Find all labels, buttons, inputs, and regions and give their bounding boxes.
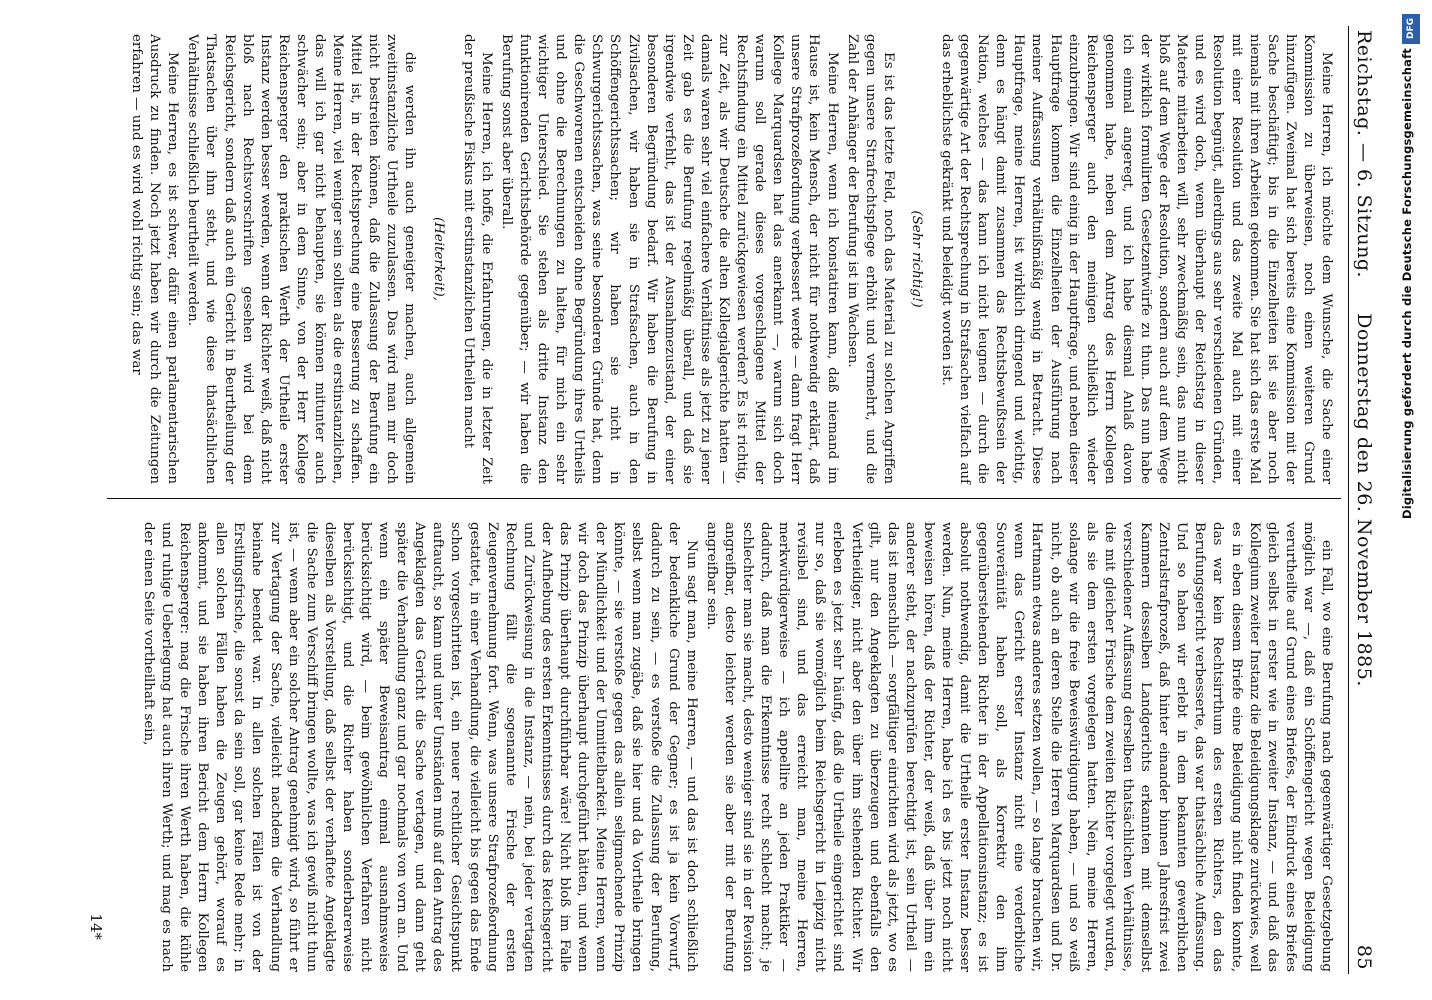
paragraph: Meine Herren, es ist schwer, dafür einen parlamentarischen Ausdruck zu finden. Noch jetzt haben wir durch die Zeitungen erfahren — und es wird wohl richtig sein; das war bbox=[129, 34, 181, 484]
page-number: 85 bbox=[1353, 944, 1375, 970]
header-left: Reichstag. — 6. Sitzung. bbox=[1353, 30, 1375, 279]
header-date: Donnerstag den 26. November 1885. bbox=[1353, 313, 1375, 687]
paragraph: Meine Herren, ich hoffe, die Erfahrungen, die in letzter Zeit der preußische Fiskus mit erstinstanzlichen Urtheilen macht bbox=[460, 34, 494, 484]
newspaper-page bbox=[35, 0, 1395, 1000]
sheet-signature: 14* bbox=[87, 913, 105, 940]
credit-text: Digitalisierung gefördert durch die Deutsche Forschungsgemeinschaft bbox=[1400, 48, 1414, 519]
page-header bbox=[1347, 30, 1377, 970]
dfg-logo-text: DFG bbox=[1406, 18, 1416, 40]
paragraph: Meine Herren, ich möchte dem Wunsche, die Sache einer Kommission zu überweisen, noch einen weiteren Grund hinzufügen. Zweimal hat sich bereits eine Kommission mit der Sache beschäftigt; bis in die Einzelheiten ist sie aber noch niemals mit ihren Arbeiten gekommen. Sie hat sich das erste Mal mit einer Resolution und das zweite Mal auch mit einer Resolution begnügt, allerdings aus sehr verschiedenen Gründen, und es wird doch, wenn überhaupt der Reichstag in dieser Materie mitarbeiten will, sehr zweckmäßig sein, das nun nicht bloß auf dem Wege der Resolution, sondern auch auf dem Wege der wirklich formulirten Gesetzentwürfe zu thun. Das nun habe ich einmal angeregt, und ich habe diesmal Anlaß davon genommen habe, neben dem Antrag des Herrn Kollegen Reichensperger auch den meinigen schließlich wieder einzubringen. Wir sind einig in der Hauptfrage, und neben dieser Hauptfrage kommen die Einzelheiten der Ausführung nach meiner Auffassung verhältnißmäßig wenig in Betracht. Diese Hauptfrage, meine Herren, ist wirklich dringend und wichtig, denn es hängt damit zusammen das Rechtsbewußtsein der Nation, welches — das kann ich nicht leugnen — durch die gegenwärtige Art der Rechtsprechung in Strafsachen vielfach auf das erheblichste gekränkt und beleidigt worden ist. bbox=[939, 34, 1334, 484]
left-column bbox=[125, 34, 1335, 484]
applause-note: (Sehr richtig!) bbox=[908, 210, 924, 308]
laughter-note: (Heiterkeit), bbox=[430, 217, 446, 301]
paragraph: Meine Herren, wenn ich konstatiren kann, daß niemand im Hause ist, kein Mensch, der nicht für nothwendig erklärt, daß unsere Strafprozeßordnung verbessert werde — dann fragt Herr Kollege Marquardsen hat das anerkannt —, warum sich doch warum soll gerade dieses vorgeschlagene Mittel der Rechtsfindung ein Mittel zurückgewiesen werden? Es ist richtig, zur Zeit, als wir Deutsche die alten Kollegialgerichte hatten — damals waren sehr viel einfachere Verhältnisse als jetzt zu jener Zeit gab es die Berufung regelmäßig überall, und daß sie irgendwie verfehlt, das ist der Ausnahmezustand, der einer besonderen Begründung bedarf. Wir haben die Berufung in Zivilsachen, wir haben sie in Strafsachen, auch in den Schöffengerichtssachen; wir haben sie nicht in Schwurgerichtssachen, was seine besonderen Gründe hat, denn die Geschworenen entscheiden ohne Begründung ihres Urtheils und ohne die Berechnungen zu halten, für mich ein sehr wichtiger Unterschied. Sie stehen als dritte Instanz den funktionirenden Gerichtsbehörde gegenüber; — wir haben die Berufung sonst aber überall. bbox=[498, 34, 840, 484]
paragraph: ein Fall, wo eine Berufung nach gegenwärtiger Gesetzgebung möglich war —, daß ein Schöffengericht wegen Beleidigung verurtheilte auf Grund eines Briefes, der Eindruck eines Briefes gleich selbst in erster wie in zweiter Instanz, — und daß das Kollegium zweiter Instanz die Beleidigungsklage zurückwies, weil es in eben diesem Briefe eine Beleidigung nicht finden konnte, das war kein Rechtsirrthum des ersten Richters, den das Berufungsgericht verbesserte, das war thatsächliche Auffassung. Und so haben wir erlebt in dem bekannten gewerblichen Zentralstrafprozeß, daß hinter einander binnen Jahresfrist zwei Kammern desselben Landgerichts erkannten mit demselbst verschiedener Auffassung derselben thatsächlichen Verhältnisse, die mit gleicher Frische dem zweiten Richter vorgelegt wurden, als sie dem ersten vorgelegen hatten. Nein, meine Herren, solange wir die freie Beweiswürdigung haben, — und so weiß nicht, ob auch an deren Stelle die Herren Marquardsen und Dr. Hartmann etwas anderes setzen wollen, — so lange brauchen wir, wenn das Gericht erster Instanz nicht eine verderbliche Souveränität haben soll, als Korrektiv den ihm gegenüberstehenden Richter in der Appellationsinstanz; es ist absolut nothwendig, damit die Urtheile erster Instanz besser werden. Nun, meine Herren, habe ich es bis jetzt noch nicht beweisen hören, daß der Richter, der weiß, daß über ihm ein anderer steht, der nachzuprüfen berechtigt ist, sein Urtheil — das ist menschlich — sorgfältiger einrichten wird als jetzt, wo es gilt, nur den Angeklagten zu überzeugen und ebenfalls den Vertheidiger, nicht aber den über ihm stehenden Richter. Wir erleben es jetzt sehr häufig, daß die Urtheile eingerichtet sind nur so, daß sie womöglich beim Reichsgericht in Leipzig nicht revisibel sind, und das erreicht man, meine Herren, merkwürdigerweise — ich appellire an jeden Praktiker — dadurch, daß man die Erkenntnisse recht schlecht macht; je schlechter man sie macht, desto weniger sind sie in der Revision angreifbar, desto leichter werden sie aber mit der Berufung angreifbar sein. bbox=[703, 522, 1334, 972]
digitization-credit bbox=[1400, 8, 1424, 988]
paragraph: Es ist das letzte Feld, noch das Material zu solchen Angriffen gegen unsere Strafrechtspflege erhöht und vermehrt, und die Zahl der Anhänger der Berufung ist im Wachsen. bbox=[844, 34, 896, 484]
paragraph: die werden ihn auch geneigter machen, auch allgemein zweitinstanzliche Urtheile zuzulassen. Das wird man mir doch nicht bestreiten können, daß die Zulassung der Berufung ein Mittel ist, in der Rechtsprechung eine Besserung zu schaffen. Meine Herren, viel weniger sein sollten als die erstinstanzlichen, das will ich gar nicht behaupten, sie können mitunter auch schwächer sein; aber in dem Sinne, von der Herr Kollege Reichensperger den praktischen Werth der Urtheile erster Instanz werden besser werden, wenn der Richter weiß, daß nicht bloß nach Rechtsvorschriften gesehen wird bei dem Reichsgericht, sondern daß auch ein Gericht in Beurtheilung der Thatsachen über ihm steht, und wie diese thatsächlichen Verhältnisse schließlich beurtheilt werden. bbox=[185, 34, 418, 484]
dfg-logo-icon bbox=[1402, 14, 1420, 44]
header-rule bbox=[1348, 26, 1349, 974]
right-column bbox=[137, 522, 1335, 972]
column-divider bbox=[107, 498, 1341, 499]
paragraph: Nun sagt man, meine Herren, — und das ist doch schließlich der bedenkliche Grund der Gegner; es ist ja kein Vorwurf, dadurch zu sein, — es verstoße die Zulassung der Berufung, selbst wenn man zugäbe, daß sie hier und da Vortheile bringen könnte, — sie verstoße gegen das allein seligmachende Prinzip der Mündlichkeit und der Unmittelbarkeit. Meine Herren, wenn wir doch das Prinzip überhaupt durchgeführt hätten, und wenn das Prinzip überhaupt durchführbar wäre! Nicht bloß im Falle der Aufhebung des ersten Erkenntnisses durch das Reichsgericht und Zurückweisung in die Instanz, — nein, bei jeder vertagten Rechnung fällt die sogenannte Frische der ersten Zeugenvernehmung fort. Wenn, was unsere Strafprozeßordnung gestattet, in einer Verhandlung, die vielleicht bis gegen das Ende schon vorgeschritten ist, ein neuer rechtlicher Gesichtspunkt auftaucht, so kann und unter Umständen muß auf den Antrag des Angeklagten das Gericht die Sache vertagen, und dann geht später die Verhandlung ganz und gar nochmals von vorn an. Und wenn ein später Beweisantrag einmal ausnahmsweise berücksichtigt wird, — beim gewöhnlichen Verfahren nicht berücksichtigt, und die Richter haben sonderbarerweise dieselben als Vorstellung, daß selbst der verhaftete Angeklagte die Sache zum Verschiff bringen wollte, was ich gewiß nicht thun ist, — wenn aber ein solcher Antrag genehmigt wird, so führt er zur Vertagung der Sache, vielleicht nachdem die Verhandlung beinahe beendet war. In allen solchen Fällen ist von der Erstlingsfrische, die sonst da sein soll, gar keine Rede mehr; in allen solchen Fällen haben die Zeugen gehört, worauf es ankommt, und sie haben ihren Bericht dem Herrn Kollegen Reichensperger: mag die Frische ihren Werth haben, die kühle und ruhige Ueberlegung hat auch ihren Werth; und mag es nach der einen Seite vortheilhaft sein, bbox=[140, 522, 699, 972]
